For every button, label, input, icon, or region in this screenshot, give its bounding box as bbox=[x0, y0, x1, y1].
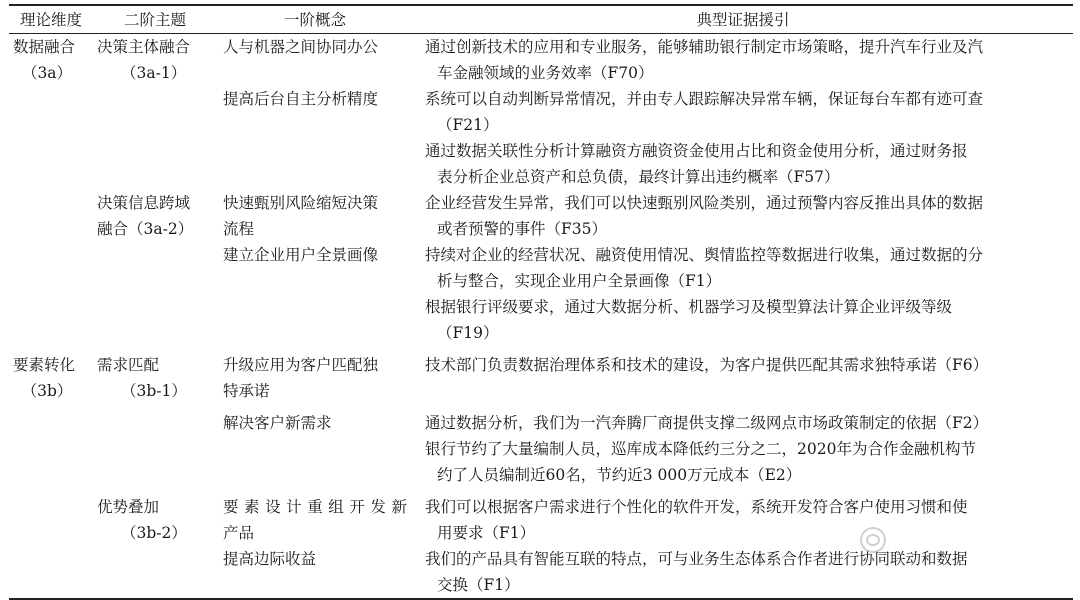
evidence-cell bbox=[413, 294, 1073, 346]
theme-label-cont: 融合（3a-2） bbox=[97, 220, 194, 238]
evidence-cell bbox=[413, 404, 1073, 436]
table-row bbox=[9, 546, 1073, 599]
evidence-cell bbox=[413, 34, 1073, 87]
evidence-cell bbox=[413, 190, 1073, 242]
concept-cell: 提高后台自主分析精度 bbox=[223, 90, 379, 108]
concept-cell bbox=[217, 346, 413, 404]
dimension-label: 要素转化 bbox=[13, 356, 76, 374]
evidence-line: （F21） bbox=[437, 116, 499, 134]
evidence-table-container bbox=[9, 4, 1073, 600]
dimension-cell bbox=[9, 346, 93, 404]
dimension-code: （3a） bbox=[21, 64, 73, 82]
table-header bbox=[9, 5, 1073, 34]
evidence-line: 交换（F1） bbox=[437, 576, 520, 594]
theme-code: （3a-1） bbox=[121, 64, 187, 82]
theme-label: 需求匹配 bbox=[97, 356, 160, 374]
wechat-logo-icon bbox=[860, 527, 886, 553]
concept-label: 要素设计重组开发新 bbox=[223, 498, 407, 516]
theme-label: 决策主体融合 bbox=[97, 38, 191, 56]
concept-cell bbox=[217, 190, 413, 242]
evidence-line: 或者预警的事件（F35） bbox=[437, 220, 607, 238]
evidence-line: （F19） bbox=[437, 324, 499, 342]
theme-cell bbox=[93, 34, 217, 87]
evidence-line: 通过数据分析，我们为一汽奔腾厂商提供支撑二级网点市场政策制定的依据（F2） bbox=[425, 414, 989, 432]
table-row bbox=[9, 190, 1073, 242]
evidence-cell bbox=[413, 346, 1073, 404]
watermark bbox=[860, 527, 1070, 553]
table-row bbox=[9, 34, 1073, 87]
evidence-line: 表分析企业总资产和总负债，最终计算出违约概率（F57） bbox=[437, 168, 840, 186]
header-second-order-theme: 二阶主题 bbox=[93, 5, 217, 34]
concept-label-cont: 产品 bbox=[223, 524, 255, 542]
evidence-line: 车金融领域的业务效率（F70） bbox=[437, 64, 654, 82]
evidence-table bbox=[9, 4, 1073, 600]
table-body bbox=[9, 34, 1073, 600]
concept-cell: 建立企业用户全景画像 bbox=[223, 246, 379, 264]
evidence-line: 通过创新技术的应用和专业服务，能够辅助银行制定市场策略，提升汽车行业及汽 bbox=[425, 38, 984, 56]
table-row bbox=[9, 436, 1073, 488]
evidence-line: 持续对企业的经营状况、融资使用情况、舆情监控等数据进行收集，通过数据的分 bbox=[425, 246, 984, 264]
header-first-order-concept: 一阶概念 bbox=[217, 5, 413, 34]
concept-cell bbox=[217, 488, 413, 546]
evidence-line: 根据银行评级要求，通过大数据分析、机器学习及模型算法计算企业评级等级 bbox=[425, 298, 953, 316]
evidence-line: 系统可以自动判断异常情况，并由专人跟踪解决异常车辆，保证每台车都有迹可查 bbox=[425, 90, 984, 108]
concept-label-cont: 流程 bbox=[223, 220, 255, 238]
dimension-code: （3b） bbox=[21, 382, 73, 400]
concept-cell: 提高边际收益 bbox=[217, 546, 413, 599]
table-row bbox=[9, 86, 1073, 138]
evidence-line: 企业经营发生异常，我们可以快速甄别风险类别，通过预警内容反推出具体的数据 bbox=[425, 194, 984, 212]
table-row bbox=[9, 404, 1073, 436]
concept-label: 升级应用为客户匹配独 bbox=[223, 356, 379, 374]
theme-cell bbox=[93, 346, 217, 404]
table-row bbox=[9, 346, 1073, 404]
table-row bbox=[9, 242, 1073, 294]
theme-code: （3b-1） bbox=[121, 382, 187, 400]
theme-cell bbox=[93, 190, 217, 242]
header-theoretical-dimension: 理论维度 bbox=[9, 5, 93, 34]
evidence-line: 我们可以根据客户需求进行个性化的软件开发，系统开发符合客户使用习惯和使 bbox=[425, 498, 968, 516]
evidence-cell bbox=[413, 242, 1073, 294]
evidence-line: 通过数据关联性分析计算融资方融资资金使用占比和资金使用分析，通过财务报 bbox=[425, 142, 968, 160]
evidence-line: 技术部门负责数据治理体系和技术的建设，为客户提供匹配其需求独特承诺（F6） bbox=[425, 356, 989, 374]
theme-code: （3b-2） bbox=[121, 524, 187, 542]
evidence-cell bbox=[413, 138, 1073, 190]
header-evidence: 典型证据援引 bbox=[413, 5, 1073, 34]
table-row bbox=[9, 294, 1073, 346]
evidence-cell bbox=[413, 546, 1073, 599]
dimension-cell bbox=[9, 34, 93, 87]
dimension-label: 数据融合 bbox=[13, 38, 76, 56]
evidence-cell bbox=[413, 86, 1073, 138]
evidence-line: 用要求（F1） bbox=[437, 524, 536, 542]
table-row bbox=[9, 138, 1073, 190]
theme-label: 优势叠加 bbox=[97, 498, 160, 516]
evidence-cell bbox=[413, 436, 1073, 488]
theme-cell bbox=[93, 488, 217, 546]
concept-cell: 人与机器之间协同办公 bbox=[223, 38, 379, 56]
evidence-line: 约了人员编制近60名，节约近3 000万元成本（E2） bbox=[437, 466, 802, 484]
evidence-line: 析与整合，实现企业用户全景画像（F1） bbox=[437, 272, 722, 290]
theme-label: 决策信息跨域 bbox=[97, 194, 191, 212]
concept-cell: 解决客户新需求 bbox=[223, 414, 332, 432]
concept-label-cont: 特承诺 bbox=[223, 382, 270, 400]
evidence-line: 银行节约了大量编制人员，巡库成本降低约三分之二，2020年为合作金融机构节 bbox=[425, 440, 976, 458]
evidence-line: 我们的产品具有智能互联的特点，可与业务生态体系合作者进行协同联动和数据 bbox=[425, 550, 968, 568]
concept-label: 快速甄别风险缩短决策 bbox=[223, 194, 379, 212]
